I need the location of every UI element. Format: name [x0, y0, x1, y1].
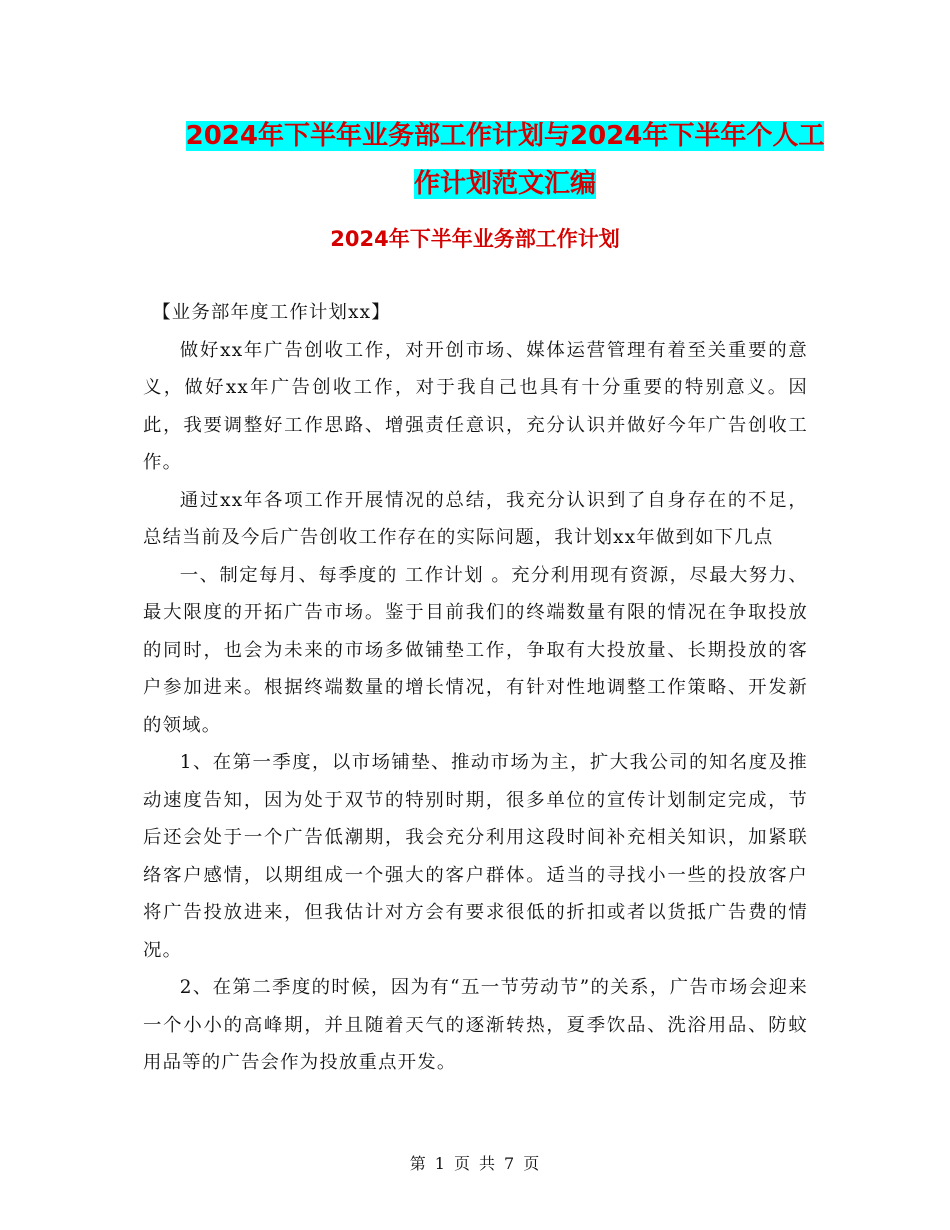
paragraph: 2、在第二季度的时候，因为有“五一节劳动节”的关系，广告市场会迎来一个小小的高峰期，并且随着天气的逐渐转热，夏季饮品、洗浴用品、防蚊用品等的广告会作为投放重点开发。 [143, 977, 808, 1073]
footer-total-pages: 7 [504, 1154, 516, 1173]
document-body [143, 294, 808, 1082]
footer-label-pages: 页 [523, 1154, 541, 1173]
footer-current-page: 1 [434, 1154, 446, 1173]
section-title: 2024年下半年业务部工作计划 [330, 227, 620, 251]
paragraph-subheading: 【业务部年度工作计划xx】 [152, 302, 391, 323]
footer-label-total: 共 [479, 1154, 497, 1173]
paragraph: 做好xx年广告创收工作，对开创市场、媒体运营管理有着至关重要的意义，做好xx年广告创收工作，对于我自己也具有十分重要的特别意义。因此，我要调整好工作思路、增强责任意识，充分认识并做好今年广告创收工作。 [143, 339, 808, 473]
document-title [140, 112, 870, 208]
footer-label-page: 第 [409, 1154, 427, 1173]
document-title-line-2: 作计划范文汇编 [413, 169, 596, 199]
document-title-line-1: 2024年下半年业务部工作计划与2024年下半年个人工 [185, 121, 825, 151]
page-footer [0, 1152, 950, 1176]
paragraph: 一、制定每月、每季度的 工作计划 。充分利用现有资源，尽最大努力、最大限度的开拓广告市场。鉴于目前我们的终端数量有限的情况在争取投放的同时，也会为未来的市场多做铺垫工作，争取有大投放量、长期投放的客户参加进来。根据终端数量的增长情况，有针对性地调整工作策略、开发新的领域。 [143, 564, 808, 736]
footer-label-of: 页 [453, 1154, 471, 1173]
paragraph: 1、在第一季度，以市场铺垫、推动市场为主，扩大我公司的知名度及推动速度告知，因为处于双节的特别时期，很多单位的宣传计划制定完成，节后还会处于一个广告低潮期，我会充分利用这段时间补充相关知识，加紧联络客户感情，以期组成一个强大的客户群体。适当的寻找小一些的投放客户将广告投放进来，但我估计对方会有要求很低的折扣或者以货抵广告费的情况。 [143, 752, 808, 961]
paragraph: 通过xx年各项工作开展情况的总结，我充分认识到了自身存在的不足，总结当前及今后广告创收工作存在的实际问题，我计划xx年做到如下几点 [143, 489, 808, 548]
